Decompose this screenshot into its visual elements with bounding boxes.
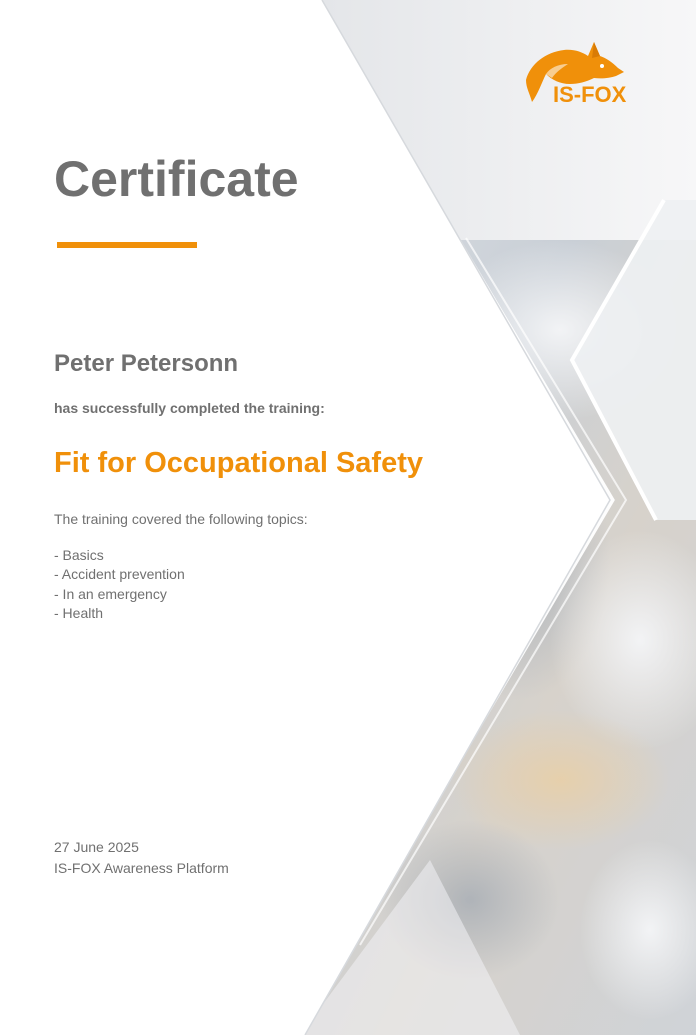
list-item: - In an emergency: [54, 585, 167, 602]
recipient-name: Peter Petersonn: [54, 350, 239, 377]
logo-wordmark: IS-FOX: [553, 82, 627, 107]
list-item: - Accident prevention: [54, 566, 185, 583]
issuer-name: IS-FOX Awareness Platform: [54, 860, 229, 876]
title-underline: [57, 242, 197, 248]
list-item: - Health: [54, 604, 104, 621]
list-item: - Basics: [54, 547, 104, 563]
topics-intro: The training covered the following topics:: [54, 511, 308, 527]
topics-list: [54, 546, 185, 623]
page-title: Certificate: [54, 151, 299, 207]
issue-date: 27 June 2025: [54, 839, 139, 855]
completion-statement: has successfully completed the training:: [54, 400, 325, 416]
course-title: Fit for Occupational Safety: [54, 447, 423, 479]
